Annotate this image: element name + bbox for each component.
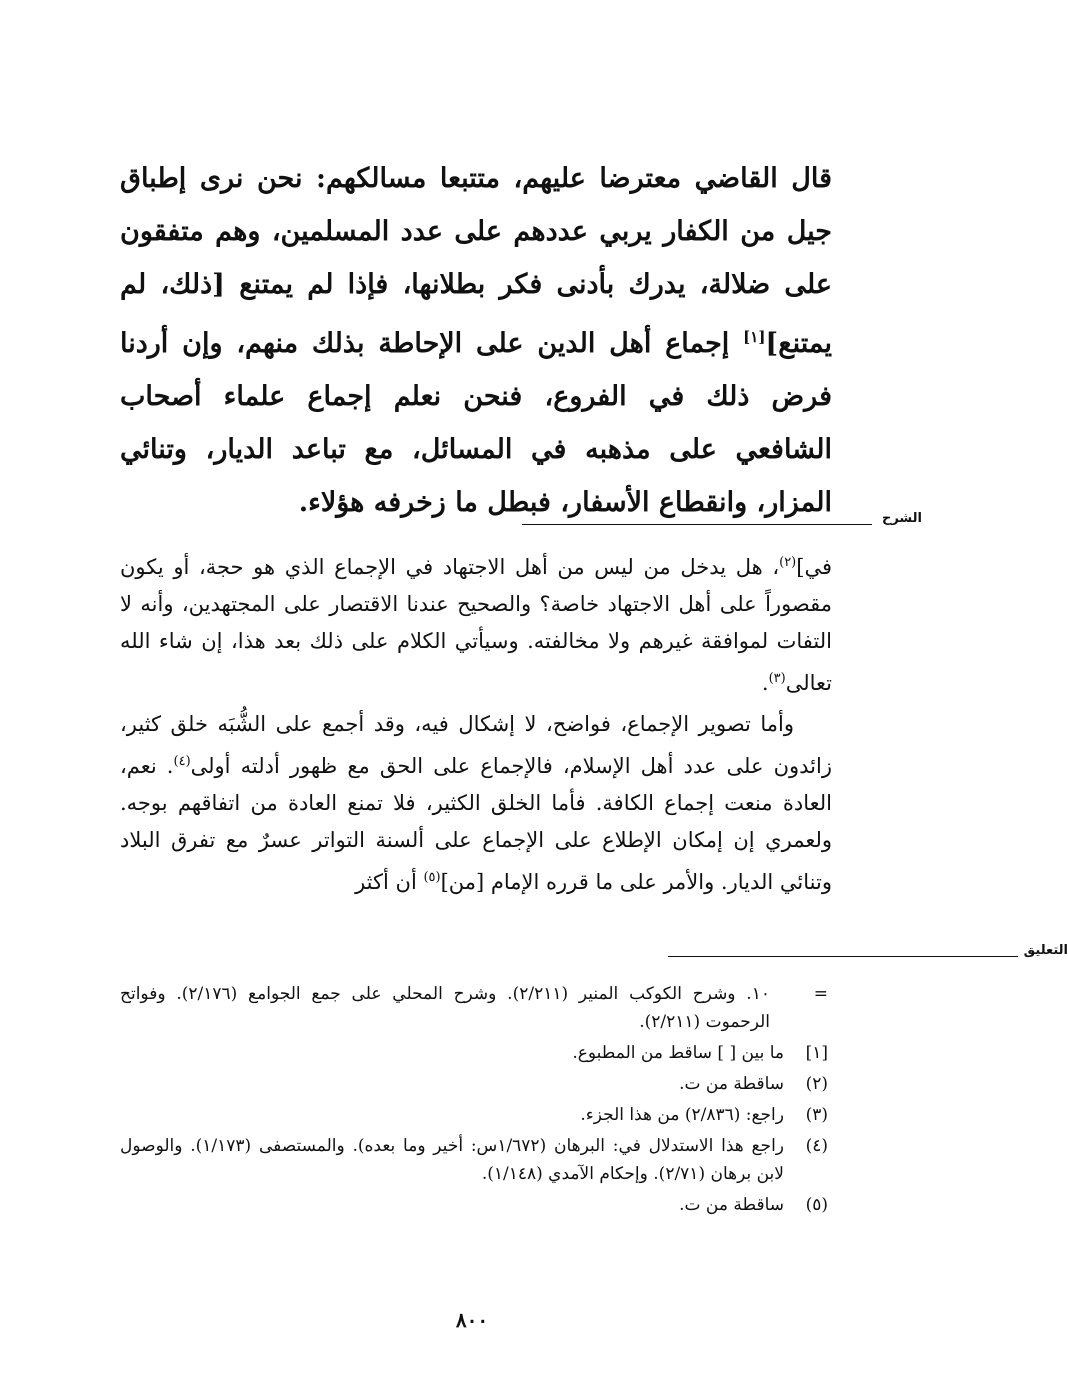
commentary-text: أن أكثر [355, 870, 424, 894]
footnote-text: راجع هذا الاستدلال في: البرهان (١/٦٧٢س: أخير وما بعده). والمستصفى (١/١٧٣). والوصول لابن برهان (٢/٧١). وإحكام الآمدي (١/١٤٨). [120, 1136, 784, 1184]
notes-label: التعليق [1023, 943, 1068, 958]
footnote [120, 1039, 832, 1067]
footnote-number: [١] [805, 1043, 828, 1063]
main-text-ref: [١] [743, 328, 766, 346]
notes-separator [668, 943, 1068, 968]
commentary-text: وأما تصوير الإجماع، فواضح، لا إشكال فيه، وقد أجمع على الشُّبَه خلق كثير، زائدون على عدد أهل الإسلام، فالإجماع على الحق مع ظهور أدلته أولى [120, 712, 832, 778]
footnote-text: ١٠. وشرح الكوكب المنير (٢/٢١١). وشرح المحلي على جمع الجوامع (٢/١٧٦). وفواتح الرحموت (٢/٢١١). [120, 984, 770, 1032]
footnote [120, 1132, 832, 1188]
footnotes [120, 980, 832, 1222]
footnote-number: = [813, 984, 828, 1004]
main-text-part-1: قال القاضي معترضا عليهم، متتبعا مسالكهم: نحن نرى إطباق جيل من الكفار يربي عددهم على عدد المسلمين، وهم متفقون على ضلالة، يدرك بأدنى فكر بطلانها، فإذا لم يمتنع [ذلك، لم يمتنع] [120, 163, 832, 359]
sharh-label: الشرح [881, 511, 922, 526]
footnote [120, 1101, 832, 1129]
footnote-text: ما بين [ ] ساقط من المطبوع. [572, 1043, 784, 1063]
sharh-rule [522, 524, 872, 525]
commentary-paragraph-1 [120, 544, 832, 702]
footnote [120, 1191, 832, 1219]
footnote-ref: (٤) [173, 754, 191, 769]
footnote-ref: (٥) [423, 870, 441, 885]
footnote-ref: (٣) [768, 671, 786, 686]
commentary-text: في] [796, 555, 832, 579]
notes-rule [668, 956, 1018, 957]
footnote-number: (٣) [805, 1105, 828, 1125]
footnote-text: راجع: (٢/٨٣٦) من هذا الجزء. [580, 1105, 784, 1125]
footnote [120, 980, 832, 1036]
footnote-number: (٢) [805, 1074, 828, 1094]
commentary-text: . [761, 671, 769, 695]
main-text-part-2: إجماع أهل الدين على الإحاطة بذلك منهم، وإن أردنا فرض ذلك في الفروع، فنحن نعلم إجماع علماء أصحاب الشافعي على مذهبه في المسائل، مع تباعد الديار، وتنائي المزار، وانقطاع الأسفار، فبطل ما زخرفه هؤلاء. [120, 328, 832, 518]
footnote [120, 1070, 832, 1098]
main-text-paragraph [120, 152, 832, 529]
commentary-text: . نعم، العادة منعت إجماع الكافة. فأما الخلق الكثير، فلا تمنع العادة من اتفاقهم بوجه. ولعمري إن إمكان الإطلاع على الإجماع على ألسنة التواتر عسرٌ مع تفرق البلاد وتنائي الديار. والأمر على ما قرره الإمام [من] [120, 754, 832, 894]
footnote-text: ساقطة من ت. [679, 1074, 784, 1094]
footnote-ref: (٢) [779, 555, 797, 570]
footnote-number: (٤) [805, 1136, 828, 1156]
page-number: ٨٠٠ [455, 1308, 489, 1332]
commentary-paragraph-2 [120, 706, 832, 901]
commentary [120, 544, 832, 901]
commentary-text: ، هل يدخل من ليس من أهل الاجتهاد في الإجماع الذي هو حجة، أو يكون مقصوراً على أهل الاجتهاد خاصة؟ والصحيح عندنا الاقتصار على المجتهدين، وأنه لا التفات لموافقة غيرهم ولا مخالفته. وسيأتي الكلام على ذلك بعد هذا، إن شاء الله تعالى [120, 555, 832, 695]
footnote-number: (٥) [805, 1195, 828, 1215]
main-text [120, 152, 832, 529]
footnote-text: ساقطة من ت. [679, 1195, 784, 1215]
sharh-separator [522, 511, 922, 536]
